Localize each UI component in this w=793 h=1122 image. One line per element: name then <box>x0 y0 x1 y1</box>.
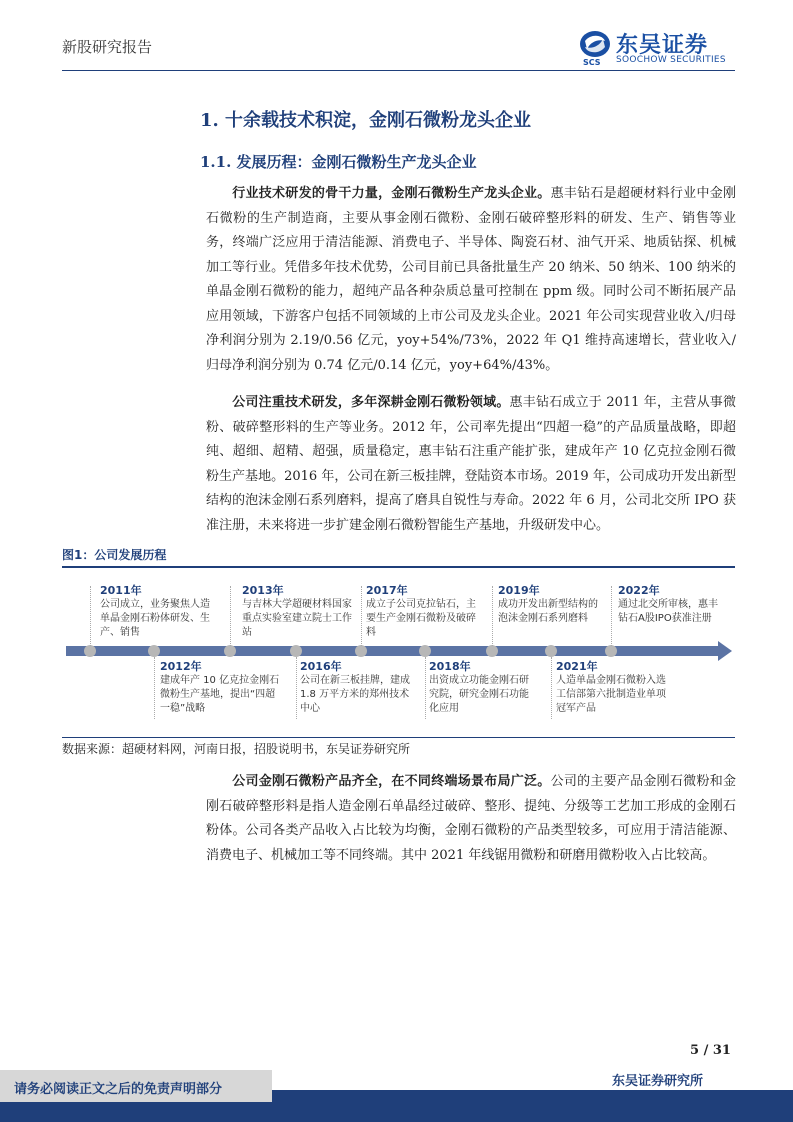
timeline-connector <box>551 657 553 719</box>
paragraph-2-lead: 公司注重技术研发，多年深耕金刚石微粉领域。 <box>232 395 510 410</box>
event-text: 建成年产 10 亿克拉金刚石微粉生产基地，提出“四超一稳”战略 <box>160 675 280 714</box>
paragraph-3-lead: 公司金刚石微粉产品齐全，在不同终端场景布局广泛。 <box>232 774 551 789</box>
timeline-connector <box>425 657 427 719</box>
event-year: 2022年 <box>618 584 660 597</box>
paragraph-1-body: 惠丰钻石是超硬材料行业中金刚石微粉的生产制造商，主要从事金刚石微粉、金刚石破碎整形料的研发、生产、销售等业务，终端广泛应用于清洁能源、消费电子、半导体、陶瓷石材、油气开采、地质钻探、机械加工等行业。凭借多年技术优势，公司目前已具备批量生产 20 纳米、50 纳米、100 纳米的单晶金刚石微粉的能力，超纯产品各种杂质总量可控制在 ppm 级。同时公司不断拓展产品应用领域，下游客户包括不同领域的上市公司及龙头企业。2021 年公司实现营业收入/归母净利润分别为 2.19/0.56 亿元，yoy+54%/73%，2022 年 Q1 维持高速增长，营业收入/归母净利润分别为 0.74 亿元/0.14 亿元，yoy+64%/43%。 <box>206 186 736 373</box>
timeline-dot <box>605 645 617 657</box>
footer-disclaimer-box <box>0 1070 272 1102</box>
timeline-event-2016 <box>300 660 412 716</box>
paragraph-3 <box>206 770 736 868</box>
event-text: 公司成立，业务聚焦人造单晶金刚石粉体研发、生产、销售 <box>100 599 210 638</box>
timeline-event-2012 <box>160 660 284 716</box>
event-year: 2019年 <box>498 584 540 597</box>
event-text: 出资成立功能金刚石研究院，研究金刚石功能化应用 <box>429 675 529 714</box>
timeline-event-2018 <box>429 660 533 716</box>
timeline-dot <box>545 645 557 657</box>
timeline-connector <box>361 586 363 646</box>
timeline-event-2021 <box>556 660 668 716</box>
event-text: 成立子公司克拉钻石，主要生产金刚石微粉及破碎料 <box>366 599 476 638</box>
event-text: 通过北交所审核，惠丰钻石A股IPO获准注册 <box>618 599 718 624</box>
logo-cn-text: 东吴证券 <box>616 33 709 58</box>
event-year: 2017年 <box>366 584 408 597</box>
timeline-connector <box>154 657 156 719</box>
event-year: 2018年 <box>429 660 471 673</box>
section-heading: 1. 十余载技术积淀，金刚石微粉龙头企业 <box>200 110 532 131</box>
timeline-dot <box>148 645 160 657</box>
timeline-event-2013 <box>242 584 354 640</box>
timeline-dot <box>419 645 431 657</box>
figure-source: 数据来源：超硬材料网，河南日报，招股说明书，东吴证券研究所 <box>62 742 411 756</box>
report-type-label: 新股研究报告 <box>62 38 153 56</box>
event-year: 2016年 <box>300 660 342 673</box>
paragraph-3-body: 公司的主要产品金刚石微粉和金刚石破碎整形料是指人造金刚石单晶经过破碎、整形、提纯、分级等工艺加工形成的金刚石粉体。公司各类产品收入占比较为均衡，金刚石微粉的产品类型较多，可应用于清洁能源、消费电子、机械加工等不同终端。其中 2021 年线锯用微粉和研磨用微粉收入占比较高。 <box>206 774 736 863</box>
footer-disclaimer: 请务必阅读正文之后的免责声明部分 <box>14 1082 223 1097</box>
paragraph-2 <box>206 391 736 538</box>
timeline-dot <box>84 645 96 657</box>
timeline-event-2017 <box>366 584 478 640</box>
timeline-bar <box>66 646 720 656</box>
event-text: 与吉林大学超硬材料国家重点实验室建立院士工作站 <box>242 599 352 638</box>
timeline-connector <box>296 657 298 719</box>
timeline-arrow-icon <box>718 641 732 661</box>
timeline-connector <box>492 586 494 646</box>
timeline-dot <box>290 645 302 657</box>
timeline-event-2022 <box>618 584 722 626</box>
event-text: 人造单晶金刚石微粉入选工信部第六批制造业单项冠军产品 <box>556 675 666 714</box>
timeline-connector <box>611 586 613 646</box>
figure-top-rule <box>62 566 735 568</box>
timeline-connector <box>90 586 92 646</box>
paragraph-2-body: 惠丰钻石成立于 2011 年，主营从事微粉、破碎整形料的生产等业务。2012 年，公司率先提出“四超一稳”的产品质量战略，即超纯、超细、超精、超强，质量稳定，惠丰钻石注重产能扩张，建成年产 10 亿克拉金刚石微粉生产基地。2016 年，公司在新三板挂牌，登陆资本市场。2019 年，公司成功开发出新型结构的泡沫金刚石系列磨料，提高了磨具自锐性与寿命。2022 年 6 月，公司北交所 IPO 获准注册，未来将进一步扩建金刚石微粉智能生产基地，升级研发中心。 <box>206 395 736 533</box>
event-text: 公司在新三板挂牌，建成 1.8 万平方米的郑州技术中心 <box>300 675 410 714</box>
figure-bottom-rule <box>62 737 735 738</box>
figure-title: 图1：公司发展历程 <box>62 548 167 562</box>
event-text: 成功开发出新型结构的泡沫金刚石系列磨料 <box>498 599 598 624</box>
event-year: 2012年 <box>160 660 202 673</box>
logo-mark-text: SCS <box>583 58 601 67</box>
page-number: 5 / 31 <box>690 1043 731 1058</box>
event-year: 2011年 <box>100 584 142 597</box>
logo-en-text: SOOCHOW SECURITIES <box>616 55 726 65</box>
timeline-dot <box>486 645 498 657</box>
timeline-dot <box>224 645 236 657</box>
timeline-connector <box>230 586 232 646</box>
subsection-heading: 1.1. 发展历程：金刚石微粉生产龙头企业 <box>200 153 477 171</box>
paragraph-1 <box>206 182 736 378</box>
event-year: 2013年 <box>242 584 284 597</box>
timeline-event-2011 <box>100 584 218 640</box>
header-divider <box>62 70 735 71</box>
timeline-dot <box>355 645 367 657</box>
paragraph-1-lead: 行业技术研发的骨干力量，金刚石微粉生产龙头企业。 <box>232 186 551 201</box>
footer-org: 东吴证券研究所 <box>612 1074 704 1089</box>
event-year: 2021年 <box>556 660 598 673</box>
timeline-event-2019 <box>498 584 602 626</box>
